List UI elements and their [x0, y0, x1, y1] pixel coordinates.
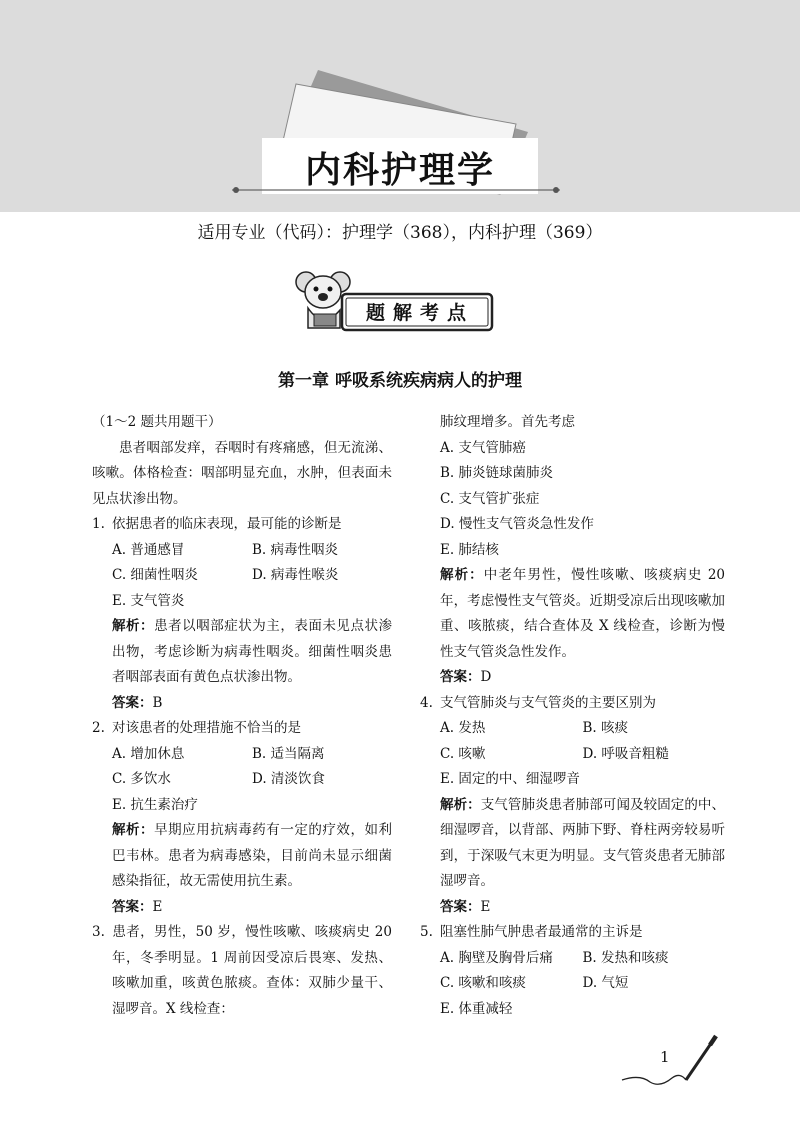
explanation-text: 患者以咽部症状为主，表面未见点状渗出物，考虑诊断为病毒性咽炎。细菌性咽炎患者咽部表面有黄色点状渗出物。: [112, 618, 393, 685]
options-row: [92, 742, 392, 768]
answer-value: E: [152, 898, 163, 915]
question-number: 5.: [420, 924, 433, 940]
explanation-label: 解析：: [440, 567, 484, 583]
options-row: [92, 563, 392, 589]
explanation-text: 早期应用抗病毒药有一定的疗效，如利巴韦林。患者为病毒感染，目前尚未显示细菌感染指征，故无需使用抗生素。: [112, 822, 393, 889]
left-column: [92, 410, 392, 1022]
header-banner: [0, 0, 800, 212]
chapter-title: 第一章 呼吸系统疾病病人的护理: [278, 371, 522, 391]
question-text: 阻塞性肺气肿患者最通常的主诉是: [440, 924, 643, 940]
question-3: [92, 920, 392, 1022]
answer-label: 答案：: [440, 898, 481, 915]
option-e: E. 支气管炎: [112, 592, 185, 609]
answer: [92, 691, 392, 717]
question-text: 患者，男性，50 岁，慢性咳嗽、咳痰病史 20 年，冬季明显。1 周前因受凉后畏寒、发热、咳嗽加重，咳黄色脓痰。查体：双肺少量干、湿啰音。X 线检查：: [112, 924, 392, 1017]
explanation-label: 解析：: [440, 796, 481, 813]
options-row: [92, 767, 392, 793]
answer: [420, 665, 725, 691]
explanation: [92, 614, 392, 691]
question-number: 2.: [92, 720, 105, 736]
question-5: [420, 920, 725, 946]
answer: [92, 895, 392, 921]
question-number: 1.: [92, 516, 105, 532]
options-row: [420, 742, 725, 768]
option-a: A. 支气管肺癌: [440, 439, 526, 456]
option-b: B. 发热和咳痰: [582, 949, 669, 966]
options-row: [420, 971, 725, 997]
book-title: 内科护理学: [304, 149, 495, 191]
answer-value: B: [152, 694, 163, 711]
answer-value: D: [480, 669, 492, 685]
option-d: D. 病毒性喉炎: [252, 567, 339, 583]
explanation: [92, 818, 392, 895]
option-b: B. 适当隔离: [252, 745, 325, 762]
answer-label: 答案：: [112, 898, 153, 915]
pen-icon: [620, 1030, 720, 1090]
option-a: A. 普通感冒: [112, 541, 185, 558]
question-3-continued: 肺纹理增多。首先考虑: [440, 414, 575, 430]
question-text: 支气管肺炎与支气管炎的主要区别为: [440, 694, 656, 711]
option-e: E. 固定的中、细湿啰音: [440, 771, 580, 787]
question-4: [420, 691, 725, 717]
option-c: C. 咳嗽和咳痰: [440, 975, 526, 991]
answer-label: 答案：: [440, 669, 481, 685]
explanation: [420, 793, 725, 895]
answer-label: 答案：: [112, 694, 153, 711]
question-number: 4.: [420, 694, 433, 711]
option-d: D. 慢性支气管炎急性发作: [440, 516, 594, 532]
option-d: D. 清淡饮食: [252, 771, 325, 787]
question-stem: 患者咽部发痒，吞咽时有疼痛感，但无流涕、咳嗽。体格检查：咽部明显充血，水肿，但表面未见点状渗出物。: [92, 439, 392, 507]
option-a: A. 增加休息: [112, 745, 185, 762]
option-e: E. 肺结核: [440, 541, 499, 558]
option-a: A. 胸壁及胸骨后痛: [440, 949, 553, 966]
option-d: D. 气短: [582, 975, 629, 991]
explanation-text: 支气管肺炎患者肺部可闻及较固定的中、细湿啰音，以背部、两肺下野、脊柱两旁较易听到，于深吸气末更为明显。支气管炎患者无肺部湿啰音。: [440, 796, 726, 889]
explanation-label: 解析：: [112, 822, 155, 838]
answer-value: E: [480, 898, 491, 915]
option-a: A. 发热: [440, 720, 486, 736]
options-row: [420, 716, 725, 742]
right-column: [420, 410, 725, 1022]
options-row: [92, 538, 392, 564]
option-b: B. 咳痰: [582, 720, 629, 736]
question-1: [92, 512, 392, 538]
badge-label: 题解考点: [365, 302, 474, 324]
subtitle-major-codes: 适用专业（代码）：护理学（368），内科护理（369）: [197, 223, 603, 243]
explanation-text: 中老年男性，慢性咳嗽、咳痰病史 20 年，考虑慢性支气管炎。近期受凉后出现咳嗽加重、咳脓痰，结合查体及 X 线检查，诊断为慢性支气管炎急性发作。: [440, 567, 725, 660]
option-c: C. 支气管扩张症: [440, 490, 540, 507]
explanation: [420, 563, 725, 665]
option-b: B. 肺炎链球菌肺炎: [440, 465, 554, 481]
option-d: D. 呼吸音粗糙: [582, 745, 669, 762]
option-b: B. 病毒性咽炎: [252, 541, 339, 558]
group-header: （1～2 题共用题干）: [92, 414, 222, 430]
question-2: [92, 716, 392, 742]
option-c: C. 咳嗽: [440, 745, 486, 762]
answer: [420, 895, 725, 921]
question-text: 依据患者的临床表现，最可能的诊断是: [112, 516, 342, 532]
question-number: 3.: [92, 924, 105, 940]
option-e: E. 体重减轻: [440, 1000, 513, 1017]
explanation-label: 解析：: [112, 618, 155, 634]
option-c: C. 细菌性咽炎: [112, 567, 198, 583]
option-e: E. 抗生素治疗: [112, 796, 198, 813]
options-row: [420, 946, 725, 972]
option-c: C. 多饮水: [112, 771, 171, 787]
page-number: 1: [660, 1048, 670, 1066]
question-text: 对该患者的处理措施不恰当的是: [112, 720, 301, 736]
